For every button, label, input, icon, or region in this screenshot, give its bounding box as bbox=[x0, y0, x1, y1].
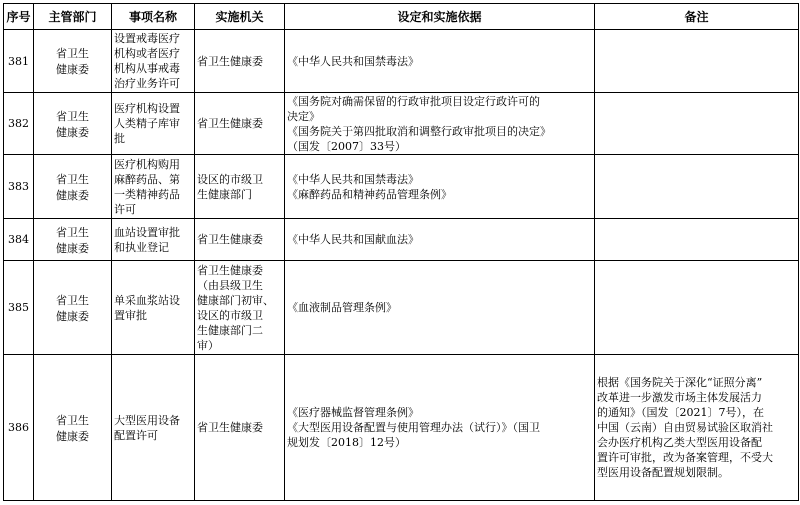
table-row bbox=[4, 30, 799, 93]
cell-seq: 384 bbox=[4, 219, 34, 261]
cell-line: 许可 bbox=[114, 202, 136, 216]
cell-line: 《医疗器械监督管理条例》 bbox=[287, 406, 419, 419]
cell-seq: 385 bbox=[4, 261, 34, 355]
cell-line: 省卫生健康委 bbox=[197, 421, 263, 434]
cell-line: 省卫生 bbox=[56, 293, 89, 307]
cell-line: 《国务院关于第四批取消和调整行政审批项目的决定》 bbox=[287, 124, 551, 138]
cell-line: 审） bbox=[197, 338, 219, 352]
cell-note bbox=[595, 155, 799, 219]
cell-agency bbox=[195, 355, 285, 501]
cell-seq: 381 bbox=[4, 30, 34, 93]
table-row bbox=[4, 355, 799, 501]
cell-line: 《中华人民共和国禁毒法》 bbox=[287, 54, 419, 68]
cell-line: 省卫生 bbox=[56, 413, 89, 427]
cell-line: 《国务院对确需保留的行政审批项目设定行政许可的 bbox=[287, 94, 540, 108]
cell-note bbox=[595, 261, 799, 355]
cell-basis bbox=[285, 30, 595, 93]
cell-line: 《麻醉药品和精神药品管理条例》 bbox=[287, 187, 452, 201]
cell-line: 配置许可 bbox=[114, 428, 158, 442]
cell-dept bbox=[34, 355, 112, 501]
cell-item bbox=[112, 355, 195, 501]
cell-line: 健康委 bbox=[56, 429, 89, 443]
cell-line: 会办医疗机构乙类大型医用设备配 bbox=[597, 436, 762, 449]
cell-line: 《中华人民共和国禁毒法》 bbox=[287, 172, 419, 186]
cell-note bbox=[595, 355, 799, 501]
cell-line: 省卫生 bbox=[56, 109, 89, 123]
cell-line: 规划发〔2018〕12号） bbox=[287, 436, 406, 449]
table-row bbox=[4, 155, 799, 219]
cell-line: 省卫生健康委 bbox=[197, 54, 263, 68]
cell-basis bbox=[285, 219, 595, 261]
cell-line: （国发〔2007〕33号） bbox=[287, 139, 406, 153]
cell-note bbox=[595, 93, 799, 155]
cell-basis bbox=[285, 355, 595, 501]
cell-item bbox=[112, 261, 195, 355]
header-seq: 序号 bbox=[4, 4, 34, 30]
cell-item bbox=[112, 155, 195, 219]
header-agency: 实施机关 bbox=[195, 4, 285, 30]
cell-line: 大型医用设备 bbox=[114, 413, 180, 427]
cell-line: 医疗机构购用 bbox=[114, 157, 180, 171]
cell-line: 健康委 bbox=[56, 125, 89, 139]
cell-line: 人类精子库审 bbox=[114, 117, 180, 130]
cell-line: 机构从事戒毒 bbox=[114, 62, 180, 75]
header-item: 事项名称 bbox=[112, 4, 195, 30]
cell-line: 设置戒毒医疗 bbox=[114, 32, 180, 45]
cell-item bbox=[112, 30, 195, 93]
table-row bbox=[4, 93, 799, 155]
table-header-row bbox=[4, 4, 799, 30]
cell-line: 一类精神药品 bbox=[114, 187, 180, 201]
cell-seq: 386 bbox=[4, 355, 34, 501]
cell-line: 省卫生健康委 bbox=[197, 117, 263, 130]
cell-line: 生健康部门二 bbox=[197, 323, 263, 337]
item-table bbox=[3, 3, 799, 501]
cell-line: 根据《国务院关于深化“证照分离” bbox=[597, 376, 763, 389]
header-note: 备注 bbox=[595, 4, 799, 30]
header-dept: 主管部门 bbox=[34, 4, 112, 30]
cell-line: 和执业登记 bbox=[114, 240, 169, 254]
cell-line: 健康委 bbox=[56, 309, 89, 323]
cell-line: 《大型医用设备配置与使用管理办法（试行）》（国卫 bbox=[287, 421, 540, 434]
cell-agency bbox=[195, 219, 285, 261]
cell-line: 省卫生 bbox=[56, 225, 89, 239]
cell-line: 省卫生健康委 bbox=[197, 263, 263, 277]
cell-line: 健康委 bbox=[56, 188, 89, 202]
cell-line: 省卫生 bbox=[56, 47, 89, 60]
cell-line: 血站设置审批 bbox=[114, 225, 180, 239]
cell-line: 的通知》（国发〔2021〕7号），在 bbox=[597, 406, 764, 419]
cell-dept bbox=[34, 155, 112, 219]
cell-note bbox=[595, 219, 799, 261]
cell-basis bbox=[285, 155, 595, 219]
cell-line: 改革进一步激发市场主体发展活力 bbox=[597, 391, 762, 404]
cell-line: 健康部门初审、 bbox=[197, 293, 274, 307]
cell-line: 健康委 bbox=[56, 241, 89, 255]
cell-dept bbox=[34, 93, 112, 155]
cell-line: 省卫生健康委 bbox=[197, 233, 263, 246]
cell-line: 设区的市级卫 bbox=[197, 308, 263, 322]
cell-line: 健康委 bbox=[56, 63, 89, 76]
table-row bbox=[4, 261, 799, 355]
cell-basis bbox=[285, 93, 595, 155]
cell-line: 置审批 bbox=[114, 308, 147, 322]
cell-item bbox=[112, 93, 195, 155]
cell-line: 医疗机构设置 bbox=[114, 102, 180, 115]
cell-seq: 382 bbox=[4, 93, 34, 155]
cell-line: 《血液制品管理条例》 bbox=[287, 301, 397, 314]
cell-line: 麻醉药品、第 bbox=[114, 172, 180, 186]
cell-item bbox=[112, 219, 195, 261]
cell-line: 型医用设备配置规划限制。 bbox=[597, 466, 729, 479]
cell-basis bbox=[285, 261, 595, 355]
cell-line: 《中华人民共和国献血法》 bbox=[287, 233, 419, 246]
cell-dept bbox=[34, 261, 112, 355]
table-row bbox=[4, 219, 799, 261]
cell-agency bbox=[195, 155, 285, 219]
cell-line: 设区的市级卫 bbox=[197, 172, 263, 186]
cell-line: 批 bbox=[114, 132, 125, 145]
cell-line: 省卫生 bbox=[56, 172, 89, 186]
cell-seq: 383 bbox=[4, 155, 34, 219]
cell-line: （由县级卫生 bbox=[197, 278, 263, 292]
cell-agency bbox=[195, 93, 285, 155]
cell-line: 机构或者医疗 bbox=[114, 47, 180, 60]
cell-dept bbox=[34, 219, 112, 261]
cell-line: 决定》 bbox=[287, 109, 320, 123]
cell-line: 治疗业务许可 bbox=[114, 77, 180, 90]
cell-line: 置许可审批，改为备案管理，不受大 bbox=[597, 451, 773, 464]
cell-agency bbox=[195, 30, 285, 93]
header-basis: 设定和实施依据 bbox=[285, 4, 595, 30]
cell-line: 生健康部门 bbox=[197, 187, 252, 201]
cell-dept bbox=[34, 30, 112, 93]
cell-line: 单采血浆站设 bbox=[114, 293, 180, 307]
cell-line: 中国（云南）自由贸易试验区取消社 bbox=[597, 421, 773, 434]
cell-agency bbox=[195, 261, 285, 355]
cell-note bbox=[595, 30, 799, 93]
